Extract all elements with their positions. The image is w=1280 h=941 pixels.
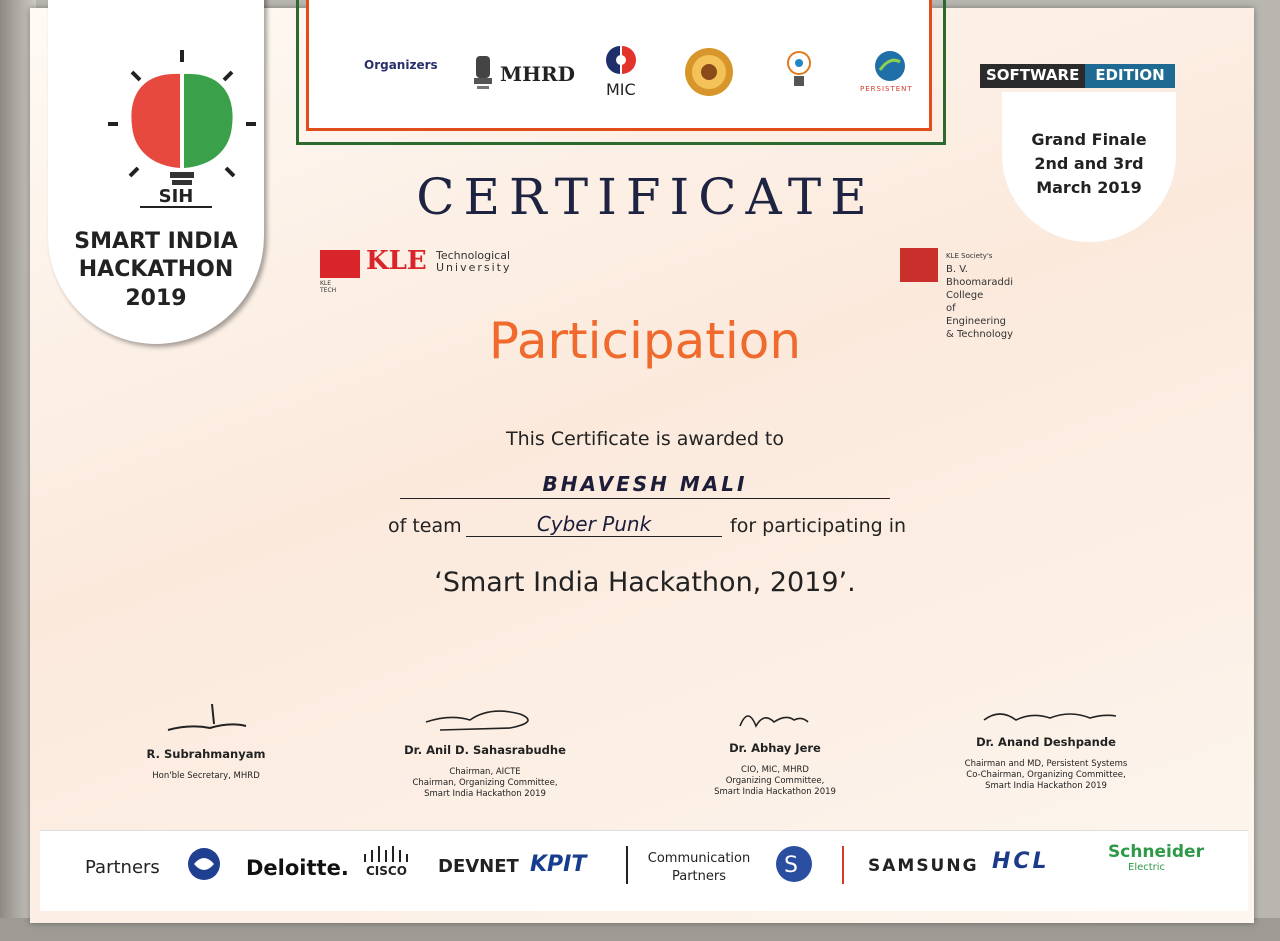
signature-1 — [160, 700, 250, 740]
bvb-line2: B. V. Bhoomaraddi College — [946, 264, 1014, 301]
recipient-name: BHAVESH MALI — [400, 472, 890, 499]
partners-label: Partners — [85, 857, 160, 878]
certificate-title: CERTIFICATE — [416, 168, 876, 226]
signatory-1-name: R. Subrahmanyam — [146, 747, 266, 761]
certificate-type: Participation — [488, 312, 802, 370]
comm-label-line1: Communication — [647, 851, 751, 866]
signatory-2-roles — [380, 767, 590, 800]
of-team-text: of team — [388, 515, 462, 537]
signatory-3-name: Dr. Abhay Jere — [729, 741, 821, 755]
cisco-bars-icon — [362, 846, 418, 866]
signatory-2-role2: Chairman, Organizing Committee, — [412, 778, 558, 788]
bvb-line3: of Engineering & Technology — [946, 303, 1013, 340]
edition-software: SOFTWARE — [980, 64, 1085, 88]
signatory-1-role1: Hon'ble Secretary, MHRD — [152, 771, 260, 781]
sih-title — [48, 228, 264, 284]
signatory-4-role3: Smart India Hackathon 2019 — [985, 781, 1107, 791]
sih-year: 2019 — [125, 286, 187, 311]
signatory-3-roles — [670, 765, 880, 798]
signatory-4-name: Dr. Anand Deshpande — [976, 735, 1116, 749]
cisco-logo: CISCO — [366, 864, 407, 878]
mic-logo: MIC — [606, 80, 636, 99]
signature-2 — [420, 700, 550, 740]
brain-bulb-icon — [104, 46, 260, 200]
event-name: ‘Smart India Hackathon, 2019’. — [434, 567, 856, 598]
mic-gear-icon — [604, 44, 638, 80]
grand-finale-text — [1002, 128, 1176, 200]
bvb-text — [946, 250, 1013, 341]
signatory-4 — [938, 735, 1154, 792]
signatory-4-roles — [938, 759, 1154, 792]
hcl-logo: HCL — [992, 849, 1050, 874]
deloitte-logo: Deloitte. — [246, 856, 349, 880]
sih-title-line1: SMART INDIA — [74, 229, 238, 254]
bvb-line1: KLE Society's — [946, 252, 993, 260]
communication-partners-label — [644, 850, 754, 886]
sih-title-line2: HACKATHON — [78, 257, 234, 282]
kle-main: KLE — [366, 246, 427, 276]
signatory-2 — [380, 743, 590, 800]
signature-4 — [980, 704, 1120, 734]
kle-tag: KLE TECH — [320, 280, 337, 294]
comm-label-line2: Partners — [671, 869, 727, 884]
organizers-label: Organizers — [364, 58, 438, 72]
partners-divider-1 — [626, 846, 628, 884]
persistent-logo: PERSISTENT — [860, 85, 913, 93]
suma-logo-icon — [770, 842, 822, 890]
signatory-3 — [670, 741, 880, 798]
devnet-logo: DEVNET — [438, 856, 519, 877]
signatory-3-role1: CIO, MIC, MHRD — [741, 765, 809, 775]
kle-red-block — [320, 250, 360, 278]
signature-3 — [734, 702, 814, 742]
emblem-icon — [472, 54, 494, 96]
signatory-3-role3: Smart India Hackathon 2019 — [714, 787, 836, 797]
awarded-to-text: This Certificate is awarded to — [505, 428, 785, 450]
svg-text:S: S — [784, 853, 798, 878]
for-participating-text: for participating in — [730, 515, 907, 537]
software-edition-badge — [980, 64, 1175, 88]
doordarshan-logo-icon — [182, 846, 226, 890]
finale-line3: March 2019 — [1036, 178, 1142, 197]
bvb-red-block — [900, 248, 938, 282]
signatory-2-role3: Smart India Hackathon 2019 — [424, 789, 546, 799]
schneider-logo — [1108, 844, 1204, 876]
signatory-2-role1: Chairman, AICTE — [449, 767, 521, 777]
signatory-3-role2: Organizing Committee, — [725, 776, 825, 786]
schneider-electric: Electric — [1128, 862, 1166, 873]
aicte-seal-icon — [683, 46, 735, 102]
schneider-name: Schneider — [1108, 842, 1204, 862]
kpit-logo: KPIT — [530, 852, 587, 877]
signatory-1 — [106, 747, 306, 782]
sih-abbr: SIH — [140, 188, 212, 208]
edition-edition: EDITION — [1085, 64, 1174, 88]
kle-sub — [436, 250, 512, 274]
signatory-4-role2: Co-Chairman, Organizing Committee, — [966, 770, 1126, 780]
finale-line2: 2nd and 3rd — [1034, 154, 1144, 173]
finale-line1: Grand Finale — [1031, 130, 1147, 149]
team-name: Cyber Punk — [466, 512, 722, 537]
kle-sub1: Technological — [436, 249, 511, 262]
kle-sub2: University — [436, 261, 512, 274]
partners-divider-2 — [842, 846, 844, 884]
bulb-logo-icon — [784, 48, 814, 96]
samsung-logo: SAMSUNG — [868, 856, 979, 876]
signatory-4-role1: Chairman and MD, Persistent Systems — [964, 759, 1128, 769]
mhrd-logo: MHRD — [500, 62, 575, 86]
signatory-2-name: Dr. Anil D. Sahasrabudhe — [404, 743, 566, 757]
persistent-globe-icon — [874, 50, 906, 86]
